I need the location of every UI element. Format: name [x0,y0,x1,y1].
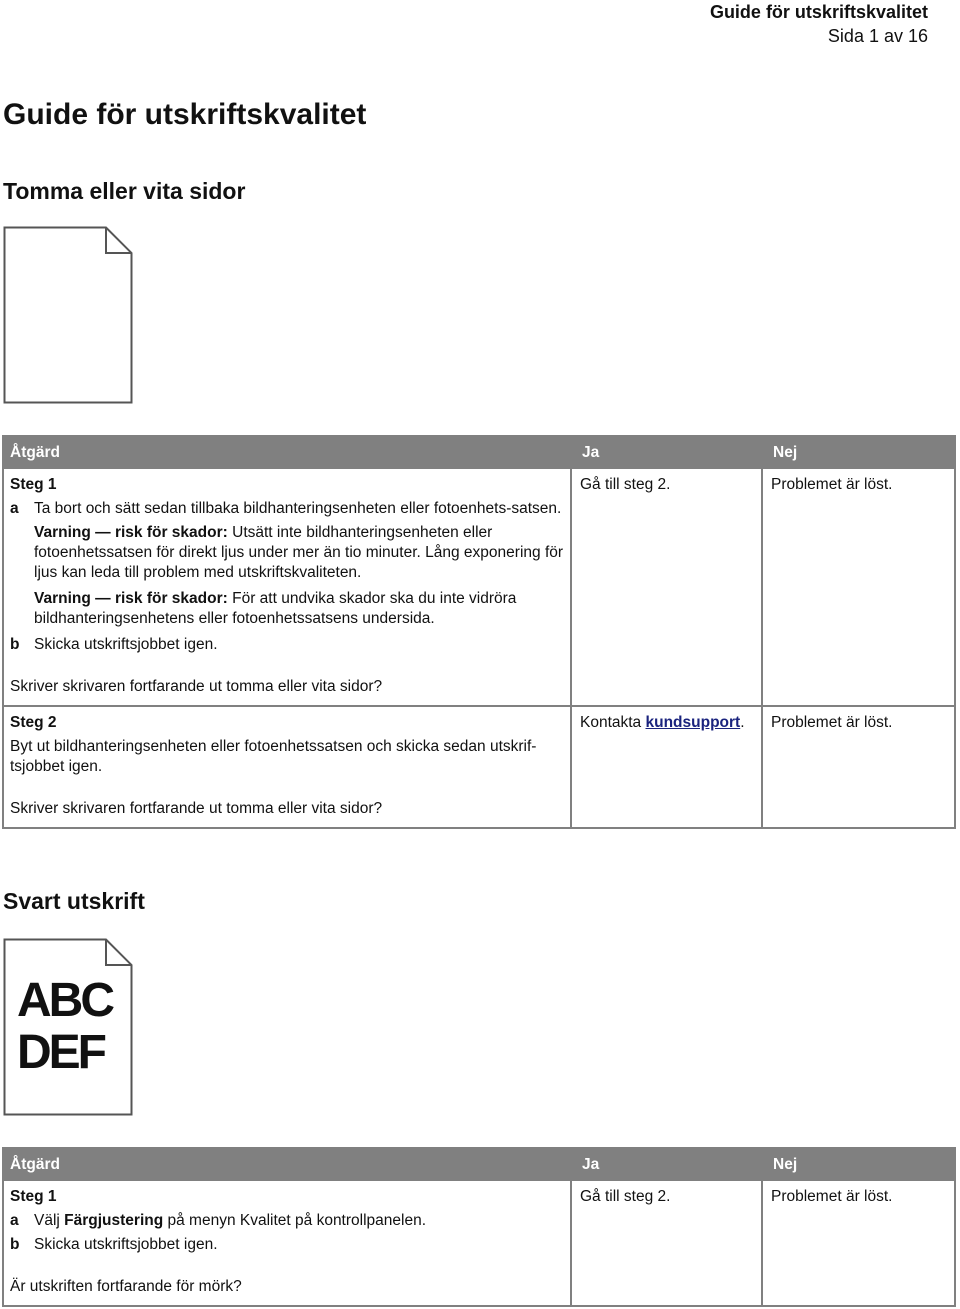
column-header-yes: Ja [582,444,600,461]
warning-note [34,589,564,629]
running-header [710,0,928,48]
item-letter: b [10,1236,20,1253]
list-item [10,499,564,519]
list-item [10,1211,564,1231]
step-question: Är utskriften fortfarande för mörk? [10,1278,242,1295]
dark-print-page-icon [3,938,133,1116]
warning-label: Varning — risk för skador: [34,524,228,541]
item-letter: a [10,500,19,517]
item-text: Skicka utskriftsjobbet igen. [34,636,218,653]
item-text-pre: Välj [34,1212,65,1229]
item-letter: b [10,636,20,653]
warning-note [34,523,564,583]
table-header [2,435,956,469]
yes-cell: Gå till steg 2. [572,469,763,705]
header-page-number: Sida 1 av 16 [827,26,928,46]
sample-text-line-1: ABC [17,974,112,1027]
header-title: Guide för utskriftskvalitet [709,2,928,22]
item-text [34,1211,426,1231]
menu-option-name: Färgjustering [64,1212,164,1229]
list-item [10,1235,564,1255]
list-item [10,635,564,655]
step-label: Steg 2 [10,714,57,731]
action-cell [4,469,572,705]
table-row [4,1181,954,1305]
action-cell [4,707,572,827]
item-text: Skicka utskriftsjobbet igen. [34,1236,218,1253]
yes-prefix: Kontakta [580,714,646,731]
blank-page-icon [3,226,133,404]
sample-text-line-2: DEF [17,1026,104,1079]
item-text-post: på menyn Kvalitet på kontrollpanelen. [163,1212,427,1229]
yes-suffix: . [740,714,745,731]
step-text: Byt ut bildhanteringsenheten eller fotoenhetssatsen och skicka sedan utskrif-tsjobbet igen. [10,738,537,775]
item-letter: a [10,1212,19,1229]
step-label: Steg 1 [10,476,57,493]
step-question: Skriver skrivaren fortfarande ut tomma eller vita sidor? [10,800,383,817]
no-cell: Problemet är löst. [771,1188,893,1205]
table-row [4,469,954,707]
yes-cell [572,707,763,827]
column-header-action: Åtgärd [10,1156,60,1173]
warning-text: Utsätt inte bildhanteringsenheten eller fotoenhetssatsen för direkt ljus under mer än tio minuter. Lång exponering för ljus kan leda till problem med utskriftskvaliteten. [34,524,564,581]
section-title-black-print: Svart utskrift [3,888,145,914]
troubleshooting-table-black-print [2,1147,956,1307]
warning-label: Varning — risk för skador: [34,590,228,607]
table-header [2,1147,956,1181]
step-question: Skriver skrivaren fortfarande ut tomma eller vita sidor? [10,678,383,695]
step-label: Steg 1 [10,1188,57,1205]
column-header-no: Nej [773,444,798,461]
troubleshooting-table-blank-pages [2,435,956,829]
column-header-no: Nej [773,1156,798,1173]
column-header-action: Åtgärd [10,444,60,461]
warning-text: För att undvika skador ska du inte vidröra bildhanteringsenhetens eller fotoenhetssatsens undersida. [34,590,517,627]
table-row [4,707,954,827]
column-header-yes: Ja [582,1156,600,1173]
page-title: Guide för utskriftskvalitet [3,98,367,131]
customer-support-link[interactable]: kundsupport [645,714,741,731]
no-cell: Problemet är löst. [771,476,893,493]
yes-cell: Gå till steg 2. [572,1181,763,1305]
item-text: Ta bort och sätt sedan tillbaka bildhanteringsenheten eller fotoenhets-satsen. [34,500,562,517]
action-cell [4,1181,572,1305]
no-cell: Problemet är löst. [771,714,893,731]
section-title-blank-pages: Tomma eller vita sidor [3,178,246,204]
